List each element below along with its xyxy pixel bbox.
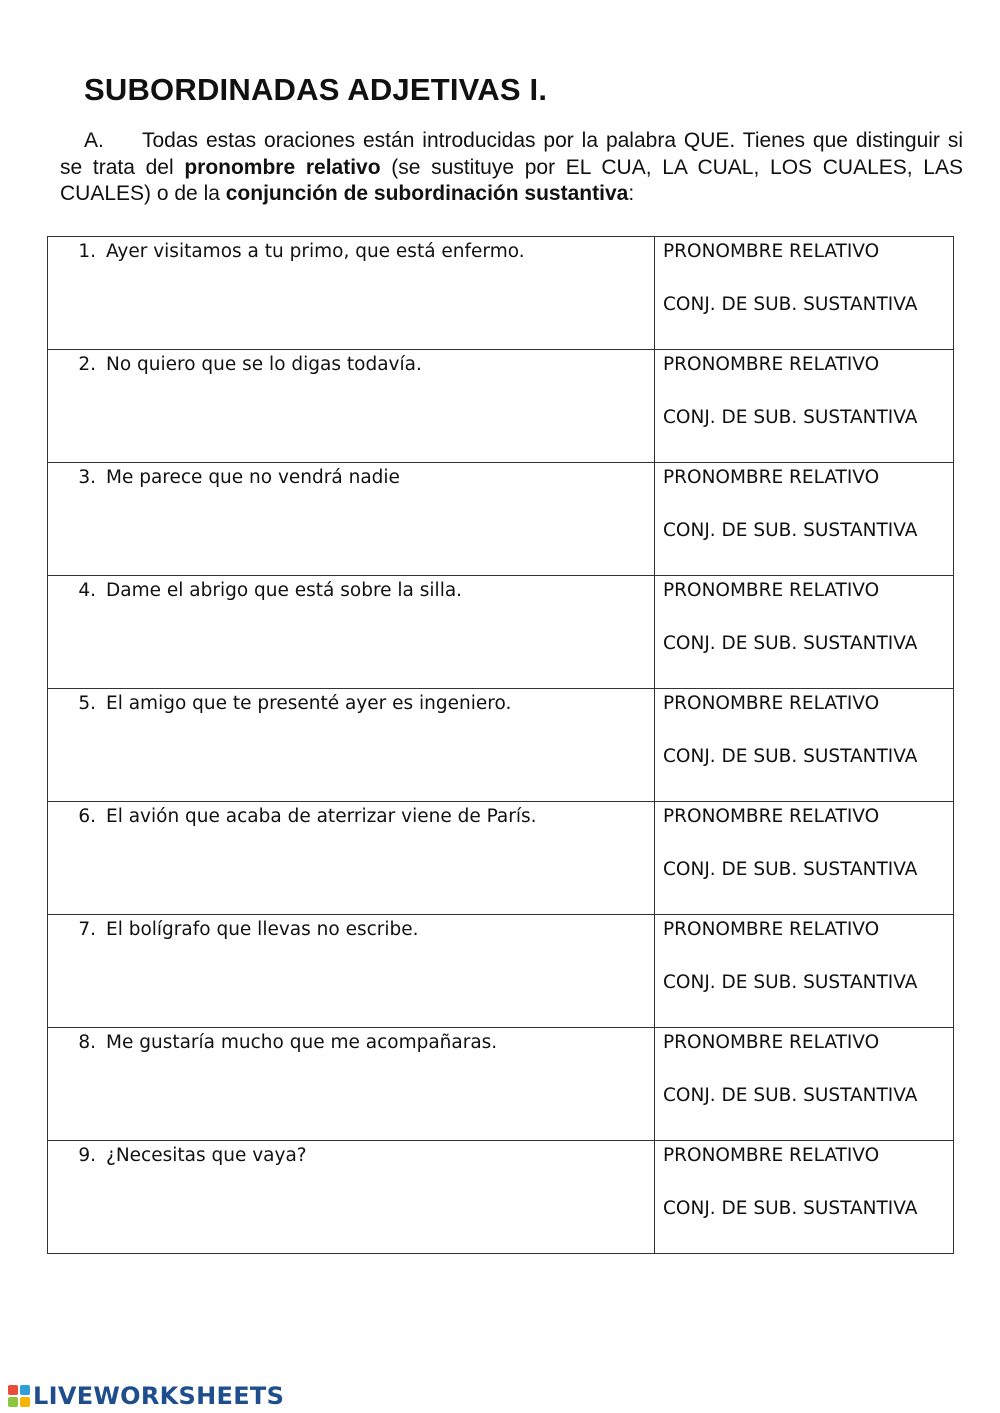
question-cell bbox=[48, 915, 655, 1028]
table-row bbox=[48, 689, 954, 802]
option-pronombre-relativo[interactable]: PRONOMBRE RELATIVO bbox=[663, 467, 880, 488]
question-cell bbox=[48, 576, 655, 689]
question-cell bbox=[48, 689, 655, 802]
question bbox=[48, 802, 654, 827]
instructions-text: Todas estas oraciones están introducidas por la palabra QUE. Tienes que distinguir si se trata del bbox=[60, 129, 963, 179]
logo-icon bbox=[8, 1385, 30, 1407]
question bbox=[48, 915, 654, 940]
option-pronombre-relativo[interactable]: PRONOMBRE RELATIVO bbox=[663, 693, 880, 714]
liveworksheets-logo bbox=[8, 1380, 284, 1412]
question-cell bbox=[48, 802, 655, 915]
option-conj-sub-sustantiva[interactable]: CONJ. DE SUB. SUSTANTIVA bbox=[663, 520, 918, 541]
option-conj-sub-sustantiva[interactable]: CONJ. DE SUB. SUSTANTIVA bbox=[663, 859, 918, 880]
question-cell bbox=[48, 237, 655, 350]
option-pronombre-relativo[interactable]: PRONOMBRE RELATIVO bbox=[663, 806, 880, 827]
question bbox=[48, 576, 654, 601]
question-number: 5. bbox=[78, 693, 96, 714]
question-number: 9. bbox=[78, 1145, 96, 1166]
options-cell bbox=[655, 1028, 954, 1141]
question-cell bbox=[48, 1028, 655, 1141]
option-conj-sub-sustantiva[interactable]: CONJ. DE SUB. SUSTANTIVA bbox=[663, 746, 918, 767]
option-pronombre-relativo[interactable]: PRONOMBRE RELATIVO bbox=[663, 919, 880, 940]
option-conj-sub-sustantiva[interactable]: CONJ. DE SUB. SUSTANTIVA bbox=[663, 294, 918, 315]
option-conj-sub-sustantiva[interactable]: CONJ. DE SUB. SUSTANTIVA bbox=[663, 407, 918, 428]
option-pronombre-relativo[interactable]: PRONOMBRE RELATIVO bbox=[663, 580, 880, 601]
question-text: El avión que acaba de aterrizar viene de París. bbox=[106, 806, 537, 827]
instructions bbox=[60, 128, 963, 208]
logo-square bbox=[20, 1397, 30, 1407]
table-row bbox=[48, 237, 954, 350]
option-pronombre-relativo[interactable]: PRONOMBRE RELATIVO bbox=[663, 241, 880, 262]
question-number: 7. bbox=[78, 919, 96, 940]
logo-square bbox=[8, 1385, 18, 1395]
option-pronombre-relativo[interactable]: PRONOMBRE RELATIVO bbox=[663, 1145, 880, 1166]
question-number: 3. bbox=[78, 467, 96, 488]
question bbox=[48, 1141, 654, 1166]
question-text: Me gustaría mucho que me acompañaras. bbox=[106, 1032, 498, 1053]
options-cell bbox=[655, 463, 954, 576]
table-row bbox=[48, 1028, 954, 1141]
table-row bbox=[48, 463, 954, 576]
options-cell bbox=[655, 1141, 954, 1254]
question-number: 6. bbox=[78, 806, 96, 827]
question-cell bbox=[48, 463, 655, 576]
question-number: 4. bbox=[78, 580, 96, 601]
options-cell bbox=[655, 237, 954, 350]
question-text: No quiero que se lo digas todavía. bbox=[106, 354, 422, 375]
table-row bbox=[48, 802, 954, 915]
option-conj-sub-sustantiva[interactable]: CONJ. DE SUB. SUSTANTIVA bbox=[663, 1085, 918, 1106]
table-row bbox=[48, 1141, 954, 1254]
instructions-text: (se sustituye por EL CUA, LA CUAL, LOS CUALES, LAS CUALES) o de la bbox=[60, 155, 963, 205]
question-number: 8. bbox=[78, 1032, 96, 1053]
question-text: ¿Necesitas que vaya? bbox=[106, 1145, 307, 1166]
question-text: Me parece que no vendrá nadie bbox=[106, 467, 400, 488]
options-cell bbox=[655, 576, 954, 689]
option-conj-sub-sustantiva[interactable]: CONJ. DE SUB. SUSTANTIVA bbox=[663, 972, 918, 993]
table-row bbox=[48, 576, 954, 689]
option-pronombre-relativo[interactable]: PRONOMBRE RELATIVO bbox=[663, 354, 880, 375]
exercise-table-body bbox=[48, 237, 954, 1254]
question bbox=[48, 463, 654, 488]
table-row bbox=[48, 350, 954, 463]
instructions-text: : bbox=[628, 182, 635, 205]
question-cell bbox=[48, 350, 655, 463]
question-text: Ayer visitamos a tu primo, que está enfermo. bbox=[106, 241, 525, 262]
option-conj-sub-sustantiva[interactable]: CONJ. DE SUB. SUSTANTIVA bbox=[663, 1198, 918, 1219]
instructions-bold-relative: pronombre relativo bbox=[184, 155, 381, 179]
options-cell bbox=[655, 689, 954, 802]
question-number: 2. bbox=[78, 354, 96, 375]
question bbox=[48, 689, 654, 714]
options-cell bbox=[655, 915, 954, 1028]
logo-square bbox=[8, 1397, 18, 1407]
options-cell bbox=[655, 350, 954, 463]
instructions-bold-conjunction: conjunción de subordinación sustantiva bbox=[225, 182, 629, 205]
question bbox=[48, 1028, 654, 1053]
question-text: Dame el abrigo que está sobre la silla. bbox=[106, 580, 463, 601]
option-conj-sub-sustantiva[interactable]: CONJ. DE SUB. SUSTANTIVA bbox=[663, 633, 918, 654]
question-text: El amigo que te presenté ayer es ingeniero. bbox=[106, 693, 512, 714]
option-pronombre-relativo[interactable]: PRONOMBRE RELATIVO bbox=[663, 1032, 880, 1053]
question-number: 1. bbox=[78, 241, 96, 262]
question bbox=[48, 350, 654, 375]
page-title: SUBORDINADAS ADJETIVAS I. bbox=[84, 72, 548, 107]
exercise-table bbox=[47, 236, 954, 1254]
logo-text: LIVEWORKSHEETS bbox=[33, 1382, 285, 1410]
options-cell bbox=[655, 802, 954, 915]
logo-square bbox=[20, 1385, 30, 1395]
question-text: El bolígrafo que llevas no escribe. bbox=[106, 919, 419, 940]
question bbox=[48, 237, 654, 262]
table-row bbox=[48, 915, 954, 1028]
question-cell bbox=[48, 1141, 655, 1254]
instructions-marker: A. bbox=[84, 129, 104, 152]
